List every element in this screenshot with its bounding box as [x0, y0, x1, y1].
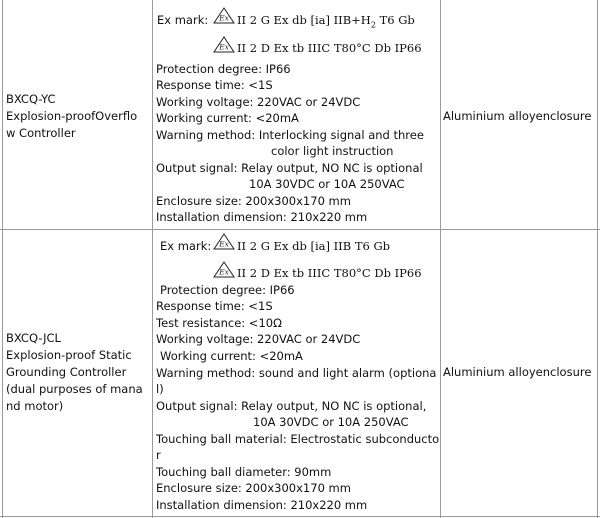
ex-gas-text: II 2 G Ex db [ia] IIB+H: [237, 13, 371, 27]
spec-line: r: [156, 448, 161, 462]
ex-explosion-proof-icon: [213, 261, 235, 278]
product-name-line: (dual purposes of mana: [6, 382, 143, 396]
material-cell: Aluminium alloyenclosure: [443, 365, 592, 379]
spec-line: Installation dimension: 210x220 mm: [156, 210, 368, 224]
ex-mark-dust: II 2 D Ex tb IIIC T80°C Db IP66: [237, 266, 422, 280]
ex-gas-tail: T6 Gb: [375, 13, 415, 27]
row-divider: [0, 516, 600, 517]
spec-line: Working voltage: 220VAC or 24VDC: [156, 332, 361, 346]
spec-line: Warning method: Interlocking signal and three: [156, 128, 424, 142]
column-divider: [152, 0, 153, 518]
ex-mark-dust: II 2 D Ex tb IIIC T80°C Db IP66: [237, 41, 422, 55]
ex-mark-label: Ex mark:: [157, 13, 209, 27]
spec-line: Working current: <20mA: [156, 111, 299, 125]
spec-line: Warning method: sound and light alarm (optiona: [156, 366, 437, 380]
product-name-line: Explosion-proofOverflo: [6, 109, 138, 123]
spec-line: Test resistance: <10Ω: [156, 316, 282, 330]
column-divider: [440, 0, 441, 518]
svg-text:Ex: Ex: [219, 239, 229, 249]
material-cell: Aluminium alloyenclosure: [443, 109, 592, 123]
spec-line: Touching ball diameter: 90mm: [156, 465, 332, 479]
spec-line: Output signal: Relay output, NO NC is optional: [156, 161, 423, 175]
ex-mark-gas: II 2 G Ex db [ia] IIB T6 Gb: [237, 239, 391, 253]
spec-line: Touching ball material: Electrostatic subconducto: [156, 432, 440, 446]
row-divider: [0, 229, 600, 230]
product-name-cell: [6, 91, 137, 142]
product-name-line: nd motor): [6, 399, 64, 413]
product-name-line: Explosion-proof Static: [6, 348, 132, 362]
table-border-right: [597, 0, 598, 518]
spec-line: 10A 30VDC or 10A 250VAC: [253, 415, 409, 429]
product-name-cell: [6, 330, 143, 415]
spec-line: Working current: <20mA: [160, 349, 303, 363]
product-model: BXCQ-YC: [6, 92, 56, 106]
spec-line: Protection degree: IP66: [156, 62, 291, 76]
spec-line: Working voltage: 220VAC or 24VDC: [156, 95, 361, 109]
spec-line: Enclosure size: 200x300x170 mm: [156, 194, 351, 208]
product-name-line: w Controller: [6, 126, 76, 140]
ex-mark-label: Ex mark:: [160, 239, 212, 253]
spec-line: 10A 30VDC or 10A 250VAC: [249, 177, 405, 191]
spec-line: Response time: <1S: [156, 78, 273, 92]
ex-explosion-proof-icon: [213, 36, 235, 53]
product-name-line: Grounding Controller: [6, 365, 127, 379]
spec-line: Response time: <1S: [156, 299, 273, 313]
ex-explosion-proof-icon: [213, 233, 235, 250]
ex-explosion-proof-icon: [213, 7, 235, 24]
spec-line: Enclosure size: 200x300x170 mm: [156, 481, 351, 495]
spec-line: Installation dimension: 210x220 mm: [156, 498, 368, 512]
table-border-left: [2, 0, 3, 518]
spec-line: l): [156, 382, 164, 396]
ex-mark-gas: [237, 12, 415, 33]
ex-gas-subscript: 2: [370, 20, 376, 30]
svg-text:Ex: Ex: [219, 42, 229, 52]
product-model: BXCQ-JCL: [6, 331, 61, 345]
svg-text:Ex: Ex: [219, 267, 229, 277]
svg-text:Ex: Ex: [219, 13, 229, 23]
spec-line: Protection degree: IP66: [160, 283, 295, 297]
spec-line: Output signal: Relay output, NO NC is optional,: [156, 399, 427, 413]
spec-line: color light instruction: [271, 144, 394, 158]
